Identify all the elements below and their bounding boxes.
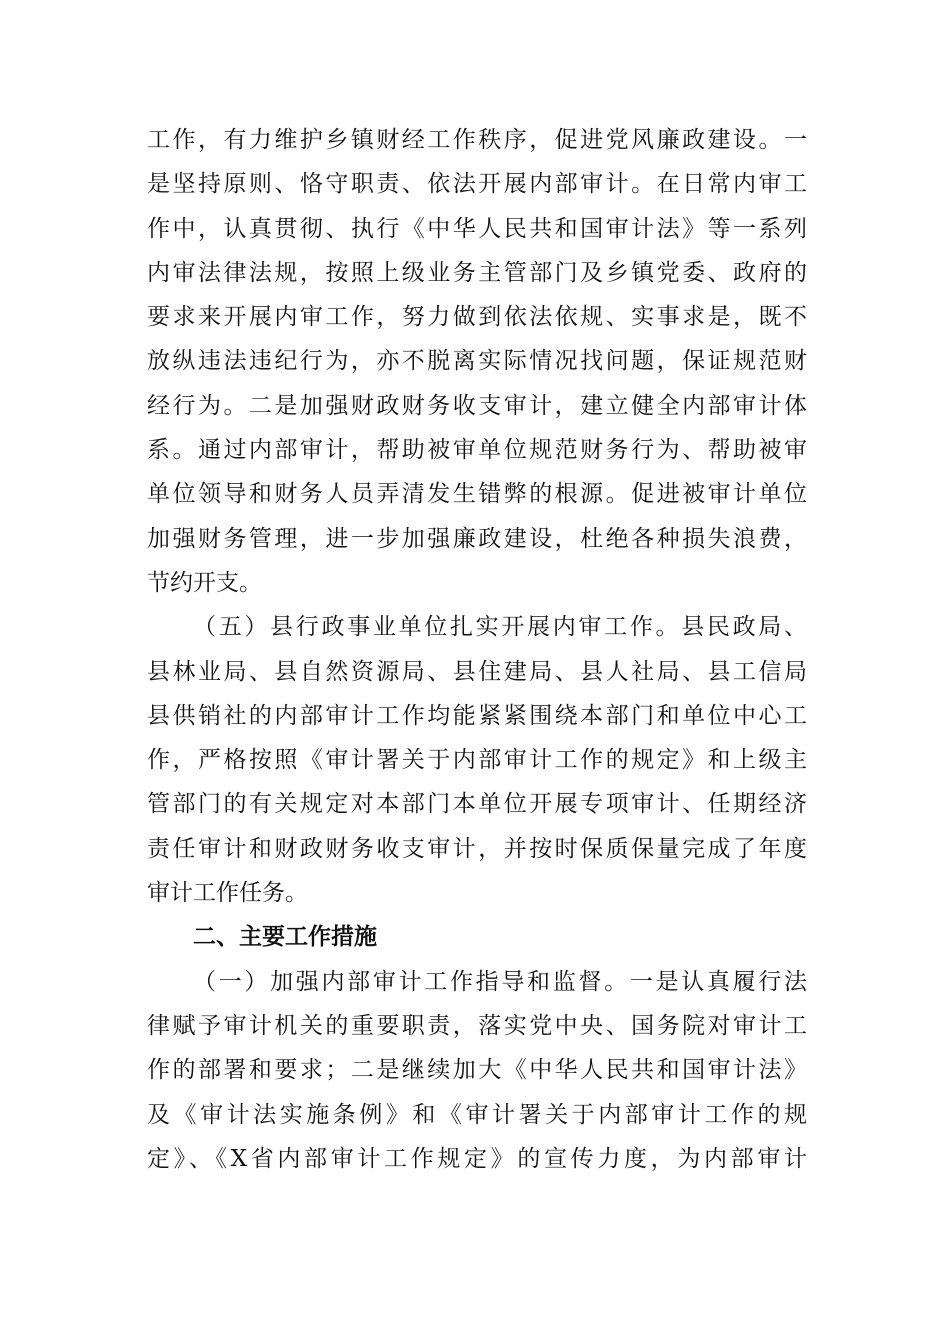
paragraph-line: （一）加强内部审计工作指导和监督。一是认真履行法 xyxy=(193,968,807,995)
paragraph-line: （五）县行政事业单位扎实开展内审工作。县民政局、 xyxy=(193,614,807,641)
paragraph-line: 定》、《X省内部审计工作规定》的宣传力度，为内部审计 xyxy=(147,1145,807,1172)
paragraph-line: 工作，有力维护乡镇财经工作秩序，促进党风廉政建设。一 xyxy=(147,127,807,153)
paragraph-line: 经行为。二是加强财政财务收支审计，建立健全内部审计体 xyxy=(147,392,807,419)
paragraph-line: 及《审计法实施条例》和《审计署关于内部审计工作的规 xyxy=(147,1101,807,1128)
paragraph-line: 节约开支。 xyxy=(147,569,262,596)
paragraph-line: 内审法律法规，按照上级业务主管部门及乡镇党委、政府的 xyxy=(147,259,807,286)
paragraph-line: 加强财务管理，进一步加强廉政建设，杜绝各种损失浪费， xyxy=(147,525,807,552)
paragraph-line: 作中，认真贯彻、执行《中华人民共和国审计法》等一系列 xyxy=(147,215,807,242)
paragraph-line: 县林业局、县自然资源局、县住建局、县人社局、县工信局 xyxy=(147,658,807,685)
paragraph-line: 系。通过内部审计，帮助被审单位规范财务行为、帮助被审 xyxy=(147,437,807,464)
paragraph-line: 律赋予审计机关的重要职责，落实党中央、国务院对审计工 xyxy=(147,1012,807,1039)
paragraph-line: 审计工作任务。 xyxy=(147,880,308,907)
paragraph-line: 作的部署和要求；二是继续加大《中华人民共和国审计法》 xyxy=(147,1057,807,1084)
document-body xyxy=(147,118,807,1181)
paragraph-line: 要求来开展内审工作，努力做到依法依规、实事求是，既不 xyxy=(147,304,807,331)
paragraph-line: 是坚持原则、恪守职责、依法开展内部审计。在日常内审工 xyxy=(147,171,807,198)
paragraph-line: 管部门的有关规定对本部门本单位开展专项审计、任期经济 xyxy=(147,791,807,818)
paragraph-line: 单位领导和财务人员弄清发生错弊的根源。促进被审计单位 xyxy=(147,481,807,508)
paragraph-line: 作，严格按照《审计署关于内部审计工作的规定》和上级主 xyxy=(147,747,807,774)
paragraph-line: 责任审计和财政财务收支审计，并按时保质保量完成了年度 xyxy=(147,835,807,862)
paragraph-line: 放纵违法违纪行为，亦不脱离实际情况找问题，保证规范财 xyxy=(147,348,807,375)
section-heading: 二、主要工作措施 xyxy=(193,924,377,951)
paragraph-line: 县供销社的内部审计工作均能紧紧围绕本部门和单位中心工 xyxy=(147,702,807,729)
